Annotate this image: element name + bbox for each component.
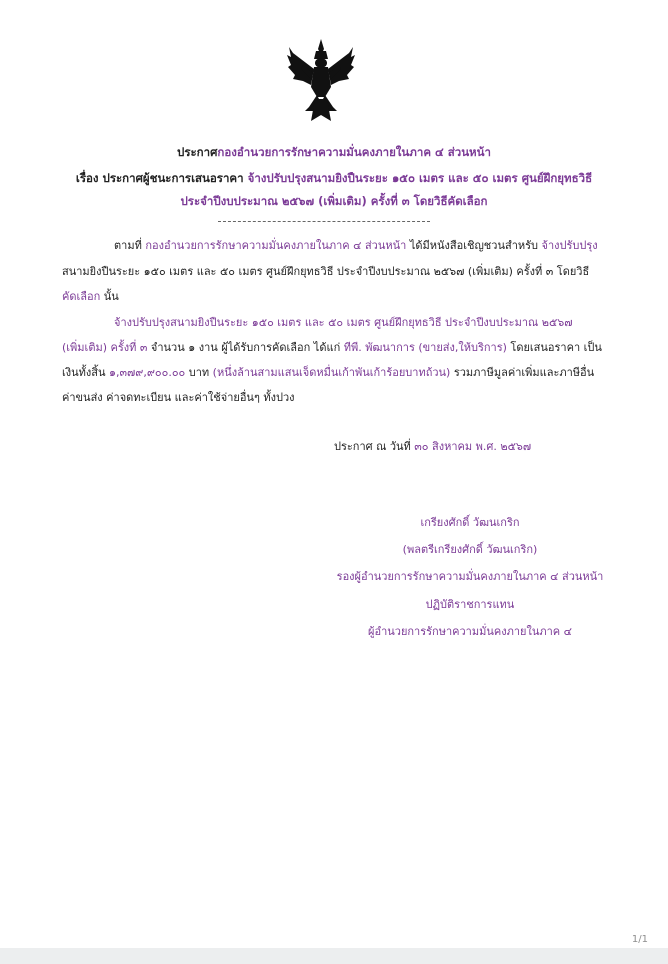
signer-position: รองผู้อำนวยการรักษาความมั่นคงภายในภาค ๔ ส่วนหน้า xyxy=(336,570,604,583)
announcement-date: ประกาศ ณ วันที่ ๓๐ สิงหาคม พ.ศ. ๒๕๖๗ xyxy=(334,440,532,453)
paragraph-2-line-2: (เพิ่มเติม) ครั้งที่ ๓ จำนวน ๑ งาน ผู้ได้รับการคัดเลือก ได้แก่ ทีพี. พัฒนาการ (ขายส่ง,ให้บริการ) โดยเสนอราคา เป็น xyxy=(62,341,602,354)
paragraph-2-line-1: จ้างปรับปรุงสนามยิงปืนระยะ ๑๕๐ เมตร และ ๕๐ เมตร ศูนย์ฝึกยุทธวิธี ประจำปีงบประมาณ ๒๕๖๗ xyxy=(114,316,573,329)
fiscal-year-line: ประจำปีงบประมาณ ๒๕๖๗ (เพิ่มเติม) ครั้งที่ ๓ โดยวิธีคัดเลือก xyxy=(180,194,488,208)
paragraph-1-line-3: คัดเลือก นั้น xyxy=(62,290,119,303)
project-name: จ้างปรับปรุงสนามยิงปืนระยะ ๑๕๐ เมตร และ ๕๐ เมตร ศูนย์ฝึกยุทธวิธี xyxy=(247,171,593,185)
paragraph-1-line-1: ตามที่ กองอำนวยการรักษาความมั่นคงภายในภาค ๔ ส่วนหน้า ได้มีหนังสือเชิญชวนสำหรับ จ้างปรับปรุง xyxy=(114,239,598,252)
separator-line xyxy=(218,221,430,222)
signer-acting: ปฏิบัติราชการแทน xyxy=(425,598,515,611)
paragraph-1-line-2: สนามยิงปืนระยะ ๑๕๐ เมตร และ ๕๐ เมตร ศูนย์ฝึกยุทธวิธี ประจำปีงบประมาณ ๒๕๖๗ (เพิ่มเติม) ครั้งที่ ๓ โดยวิธี xyxy=(62,265,590,278)
issuing-organization: กองอำนวยการรักษาความมั่นคงภายในภาค ๔ ส่วนหน้า xyxy=(217,145,491,159)
page-indicator: 1/1 xyxy=(631,934,648,945)
signer-rank-name: (พลตรีเกรียงศักดิ์ วัฒนเกริก) xyxy=(402,543,538,556)
signer-name: เกรียงศักดิ์ วัฒนเกริก xyxy=(420,516,520,529)
announcement-title: ประกาศกองอำนวยการรักษาความมั่นคงภายในภาค ๔ ส่วนหน้า xyxy=(177,145,491,159)
paragraph-2-line-4: ค่าขนส่ง ค่าจดทะเบียน และค่าใช้จ่ายอื่นๆ ทั้งปวง xyxy=(62,391,295,404)
paragraph-2-line-3: เงินทั้งสิ้น ๑,๓๗๙,๙๐๐.๐๐ บาท (หนึ่งล้านสามแสนเจ็ดหมื่นเก้าพันเก้าร้อยบาทถ้วน) รวมภาษีมูลค่าเพิ่มและภาษีอื่น xyxy=(62,366,595,379)
signer-on-behalf: ผู้อำนวยการรักษาความมั่นคงภายในภาค ๔ xyxy=(368,625,572,638)
announcement-subject: เรื่อง ประกาศผู้ชนะการเสนอราคา จ้างปรับปรุงสนามยิงปืนระยะ ๑๕๐ เมตร และ ๕๐ เมตร ศูนย์ฝึกยุทธวิธี xyxy=(75,171,593,185)
garuda-emblem-icon xyxy=(287,39,355,121)
